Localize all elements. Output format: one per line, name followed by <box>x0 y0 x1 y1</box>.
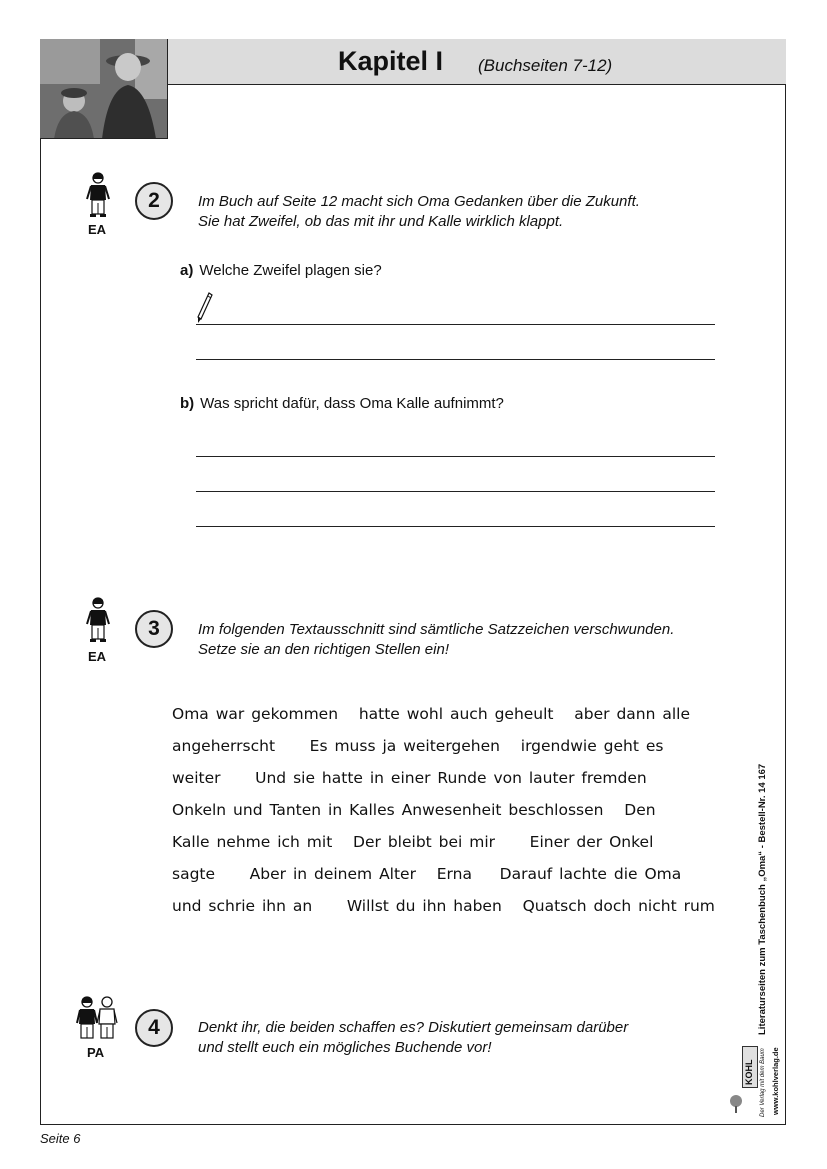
punctuation-text-line: und schrie ihn an Willst du ihn haben Quatsch doch nicht rum <box>172 897 715 915</box>
publisher-tagline: Der Verlag mit dem Baum <box>760 1048 766 1117</box>
punctuation-text-line: Kalle nehme ich mit Der bleibt bei mir Einer der Onkel <box>172 833 654 851</box>
answer-line[interactable] <box>196 324 715 325</box>
book-cover-photo <box>40 39 168 139</box>
answer-line[interactable] <box>196 359 715 360</box>
chapter-pages: (Buchseiten 7-12) <box>478 56 613 75</box>
question-a: a) Welche Zweifel plagen sie? <box>180 262 382 279</box>
single-child-icon <box>85 172 111 227</box>
punctuation-text-line: Onkeln und Tanten in Kalles Anwesenheit beschlossen Den <box>172 801 656 819</box>
single-child-icon <box>85 597 111 652</box>
order-info: Literaturseiten zum Taschenbuch „Oma“ - Bestell-Nr. 14 167 <box>757 763 768 1035</box>
tree-icon <box>728 1094 744 1119</box>
task-instruction: Denkt ihr, die beiden schaffen es? Diskutiert gemeinsam darüber und stellt euch ein mögliches Buchende vor! <box>198 1019 629 1056</box>
punctuation-text-line: Oma war gekommen hatte wohl auch geheult aber dann alle <box>172 705 691 723</box>
task-number-badge: 3 <box>135 610 173 648</box>
punctuation-text-line: angeherrscht Es muss ja weitergehen irgendwie geht es <box>172 737 664 755</box>
punctuation-text-line: weiter Und sie hatte in einer Runde von lauter fremden <box>172 769 647 787</box>
answer-line[interactable] <box>196 456 715 457</box>
work-mode-label: EA <box>88 649 107 664</box>
question-b: b) Was spricht dafür, dass Oma Kalle aufnimmt? <box>180 395 504 412</box>
answer-line[interactable] <box>196 526 715 527</box>
publisher-url: www.kohlverlag.de <box>771 1047 780 1115</box>
task-instruction: Im Buch auf Seite 12 macht sich Oma Gedanken über die Zukunft. Sie hat Zweifel, ob das mit ihr und Kalle wirklich klappt. <box>198 193 640 230</box>
page-number: Seite 6 <box>40 1131 81 1146</box>
publisher-logo: KOHL <box>742 1046 758 1088</box>
pair-children-icon <box>76 996 118 1051</box>
work-mode-label: PA <box>87 1045 105 1060</box>
answer-line[interactable] <box>196 491 715 492</box>
punctuation-text-line: sagte Aber in deinem Alter Erna Darauf lachte die Oma <box>172 865 682 883</box>
task-number-badge: 2 <box>135 182 173 220</box>
chapter-title: Kapitel I <box>338 46 444 76</box>
chapter-header <box>168 39 786 85</box>
task-number-badge: 4 <box>135 1009 173 1047</box>
work-mode-label: EA <box>88 222 107 237</box>
task-instruction: Im folgenden Textausschnitt sind sämtliche Satzzeichen verschwunden. Setze sie an den richtigen Stellen ein! <box>198 621 675 658</box>
